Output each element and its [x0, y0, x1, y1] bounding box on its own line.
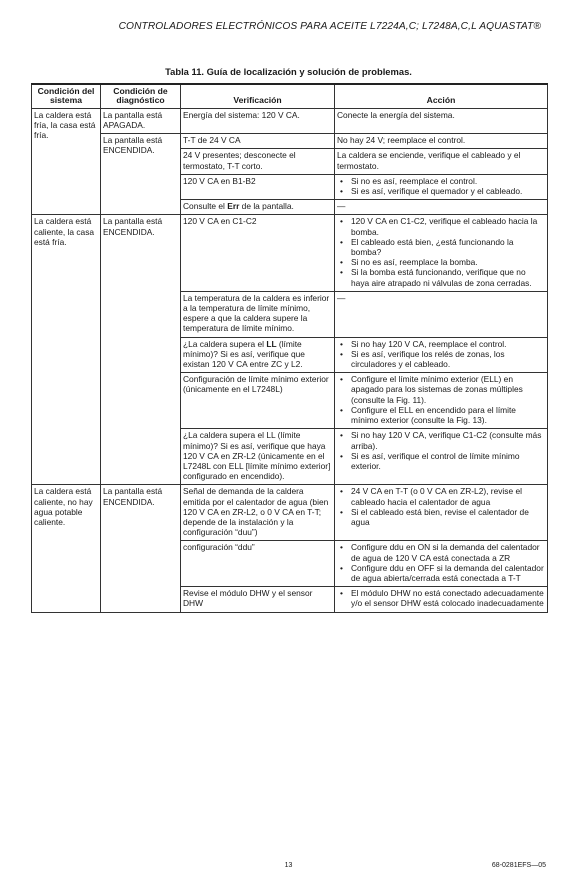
verification-text: de la pantalla. — [239, 201, 294, 212]
low-limit-keyword: LL — [266, 338, 277, 349]
action-cell — [335, 541, 548, 587]
diagnostic-cell: La pantalla está ENCENDIDA. — [101, 215, 181, 485]
verification-cell: 24 V presentes; desconecte el termostato, T-T corto. — [181, 149, 335, 174]
action-bullet: • Configure ddu en OFF si la demanda del calentador de agua abierta/cerrada está conectada a T-T — [351, 563, 545, 583]
action-cell: Conecte la energía del sistema. — [335, 108, 548, 133]
verification-cell: Energía del sistema: 120 V CA. — [181, 108, 335, 133]
action-bullet: • 24 V CA en T-T (o 0 V CA en ZR-L2), revise el cableado hacia el calentador de agua — [351, 486, 545, 506]
table-row — [32, 215, 548, 291]
verification-cell: Configuración de límite mínimo exterior (únicamente en el L7248L) — [181, 373, 335, 429]
verification-cell — [181, 200, 335, 215]
column-header-diagnostico: Condición de diagnóstico — [101, 84, 181, 108]
action-list — [337, 339, 545, 370]
action-cell: La caldera se enciende, verifique el cableado y el termostato. — [335, 149, 548, 174]
action-list — [337, 486, 545, 527]
action-cell — [335, 587, 548, 612]
action-bullet: • Si es así, verifique el quemador y el cableado. — [351, 186, 545, 196]
verification-cell: La temperatura de la caldera es inferior a la temperatura de límite mínimo, espere a que la caldera supere la temperatura de límite mínimo. — [181, 291, 335, 337]
action-cell: — — [335, 200, 548, 215]
verification-text: Consulte el — [183, 201, 228, 212]
action-cell — [335, 337, 548, 373]
verification-cell: 120 V CA en B1-B2 — [181, 174, 335, 199]
column-header-condicion: Condición del sistema — [32, 84, 101, 108]
condition-cell: La caldera está caliente, no hay agua potable caliente. — [32, 485, 101, 612]
verification-cell: ¿La caldera supera el LL (límite mínimo)? Si es así, verifique que haya 120 V CA en ZR-L2 (únicamente en el L7248L con ELL [límite mínimo exterior] configurado en encendido). — [181, 429, 335, 485]
table-row — [32, 134, 548, 149]
action-bullet: • Si es así, verifique el control de límite mínimo exterior. — [351, 451, 545, 471]
verification-cell: configuración “ddu” — [181, 541, 335, 587]
action-bullet: • Configure el límite mínimo exterior (ELL) en apagado para los sistemas de zonas múltiples (consulte la Fig. 11). — [351, 374, 545, 405]
table-caption: Tabla 11. Guía de localización y solución de problemas. — [165, 66, 412, 77]
error-code-keyword: Err — [227, 201, 240, 212]
table-row — [32, 485, 548, 541]
action-cell: — — [335, 291, 548, 337]
verification-cell: T-T de 24 V CA — [181, 134, 335, 149]
action-bullet: • Si no hay 120 V CA, reemplace el control. — [351, 339, 545, 349]
action-list — [337, 542, 545, 583]
action-bullet: • Si la bomba está funcionando, verifique que no haya aire atrapado ni válvulas de zona cerradas. — [351, 267, 545, 287]
verification-cell: Señal de demanda de la caldera emitida por el calentador de agua (bien 120 V CA en ZR-L2, o 0 V CA en T-T; depende de la instalación y la configuración “duu”) — [181, 485, 335, 541]
document-code: 68-0281EFS—05 — [491, 862, 546, 869]
action-bullet: • El módulo DHW no está conectado adecuadamente y/o el sensor DHW está colocado inadecuadamente — [351, 588, 545, 608]
action-bullet: • Si el cableado está bien, revise el calentador de agua — [351, 507, 545, 527]
table-header-row — [32, 84, 548, 108]
action-cell — [335, 485, 548, 541]
condition-cell: La caldera está caliente, la casa está fría. — [32, 215, 101, 485]
column-header-accion: Acción — [335, 84, 548, 108]
verification-cell: Revise el módulo DHW y el sensor DHW — [181, 587, 335, 612]
action-list — [337, 176, 545, 196]
action-list — [337, 588, 545, 608]
document-header: CONTROLADORES ELECTRÓNICOS PARA ACEITE L7224A,C; L7248A,C,L AQUASTAT® — [118, 21, 541, 32]
action-bullet: • Si no es así, reemplace la bomba. — [351, 257, 545, 267]
action-cell — [335, 215, 548, 291]
action-bullet: • Configure ddu en ON si la demanda del calentador de agua de 120 V CA está conectada a ZR — [351, 542, 545, 562]
action-cell — [335, 429, 548, 485]
action-list — [337, 430, 545, 471]
action-list — [337, 216, 545, 287]
diagnostic-cell: La pantalla está ENCENDIDA. — [101, 485, 181, 612]
diagnostic-cell: La pantalla está ENCENDIDA. — [101, 134, 181, 215]
action-bullet: • Configure el ELL en encendido para el límite mínimo exterior (consulte la Fig. 13). — [351, 405, 545, 425]
verification-cell — [181, 337, 335, 373]
diagnostic-cell: La pantalla está APAGADA. — [101, 108, 181, 133]
action-bullet: • Si no hay 120 V CA, verifique C1-C2 (consulte más arriba). — [351, 430, 545, 450]
action-bullet: • 120 V CA en C1-C2, verifique el cableado hacia la bomba. — [351, 216, 545, 236]
verification-text: ¿La caldera supera el — [183, 338, 267, 349]
verification-text: (límite mínimo)? Si es así, verifique que existan 120 V CA entre ZC y L2. — [183, 338, 305, 370]
verification-cell: 120 V CA en C1-C2 — [181, 215, 335, 291]
condition-cell: La caldera está fría, la casa está fría. — [32, 108, 101, 215]
troubleshooting-table — [31, 83, 548, 613]
page-number: 13 — [284, 862, 293, 869]
action-cell: No hay 24 V; reemplace el control. — [335, 134, 548, 149]
action-bullet: • Si no es así, reemplace el control. — [351, 176, 545, 186]
column-header-verificacion: Verificación — [181, 84, 335, 108]
action-cell — [335, 174, 548, 199]
action-bullet: • Si es así, verifique los relés de zonas, los circuladores y el cableado. — [351, 349, 545, 369]
action-bullet: • El cableado está bien, ¿está funcionando la bomba? — [351, 237, 545, 257]
action-list — [337, 374, 545, 425]
table-row — [32, 108, 548, 133]
action-cell — [335, 373, 548, 429]
